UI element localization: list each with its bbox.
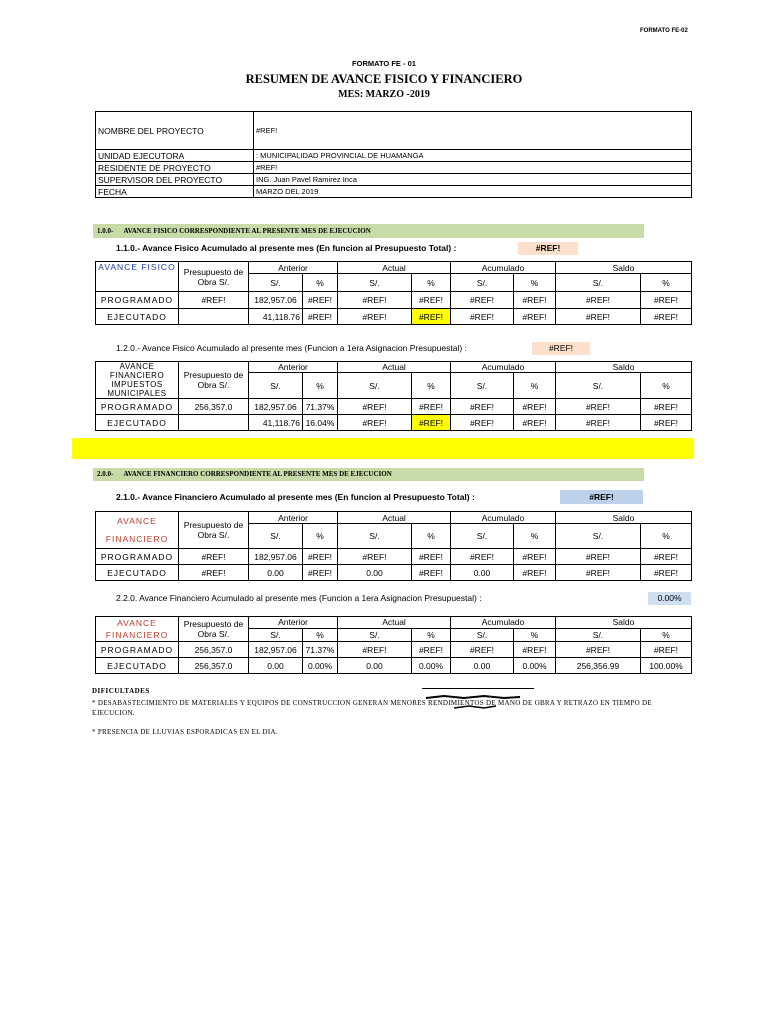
data-cell: #REF! bbox=[412, 292, 451, 309]
group-header-anterior: Anterior bbox=[249, 362, 338, 373]
data-cell: #REF! bbox=[514, 565, 556, 581]
data-cell: #REF! bbox=[556, 292, 641, 309]
data-cell: #REF! bbox=[451, 642, 514, 658]
subheader: S/. bbox=[556, 274, 641, 292]
presupuesto-header: Presupuesto de Obra S/. bbox=[179, 512, 249, 549]
group-header-acumulado: Acumulado bbox=[451, 617, 556, 629]
section1-sub2-value: #REF! bbox=[532, 342, 590, 355]
subheader: % bbox=[412, 524, 451, 549]
data-cell: 0.00 bbox=[338, 658, 412, 674]
data-cell: 71.37% bbox=[303, 642, 338, 658]
subheader: % bbox=[641, 373, 692, 399]
section2-title: 2.0.0- AVANCE FINANCIERO CORRESPONDIENTE AL PRESENTE MES DE EJECUCION bbox=[97, 470, 392, 478]
financiero-table-1 bbox=[95, 511, 692, 581]
group-header-anterior: Anterior bbox=[249, 512, 338, 524]
table-corner-label bbox=[96, 362, 179, 399]
data-cell: #REF! bbox=[303, 309, 338, 325]
info-label: FECHA bbox=[96, 186, 254, 198]
subheader: S/. bbox=[556, 373, 641, 399]
group-header-anterior: Anterior bbox=[249, 617, 338, 629]
data-cell: 0.00% bbox=[514, 658, 556, 674]
data-cell: #REF! bbox=[514, 292, 556, 309]
data-cell: 0.00 bbox=[451, 565, 514, 581]
data-cell: #REF! bbox=[641, 642, 692, 658]
table-row bbox=[96, 565, 692, 581]
data-cell: 0.00 bbox=[338, 565, 412, 581]
info-value: MARZO DEL 2019 bbox=[254, 186, 692, 198]
corner-bottom: FINANCIERO bbox=[105, 534, 169, 544]
subheader: % bbox=[412, 373, 451, 399]
data-cell: #REF! bbox=[412, 549, 451, 565]
subheader: S/. bbox=[556, 628, 641, 641]
group-header-saldo: Saldo bbox=[556, 617, 692, 629]
row-label: EJECUTADO bbox=[96, 309, 179, 325]
table-row bbox=[96, 658, 692, 674]
corner-text: AVANCE FINANCIERO IMPUESTOS MUNICIPALES bbox=[107, 362, 167, 398]
data-cell: #REF! bbox=[514, 415, 556, 431]
data-cell: 0.00% bbox=[303, 658, 338, 674]
subheader: % bbox=[514, 524, 556, 549]
data-cell: 41,118.76 bbox=[249, 309, 303, 325]
subheader: S/. bbox=[451, 524, 514, 549]
section1-title: 1.0.0- AVANCE FISICO CORRESPONDIENTE AL PRESENTE MES DE EJECUCION bbox=[97, 227, 371, 235]
data-cell: #REF! bbox=[451, 399, 514, 415]
section2-sub1-text: 2.1.0.- Avance Financiero Acumulado al presente mes (En funcion al Presupuesto Total) : bbox=[116, 492, 475, 502]
group-header-actual: Actual bbox=[338, 512, 451, 524]
data-cell: #REF! bbox=[641, 415, 692, 431]
subheader: S/. bbox=[249, 274, 303, 292]
info-value: : MUNICIPALIDAD PROVINCIAL DE HUAMANGA bbox=[254, 150, 692, 162]
info-row bbox=[96, 150, 692, 162]
info-label: SUPERVISOR DEL PROYECTO bbox=[96, 174, 254, 186]
info-label: UNIDAD EJECUTORA bbox=[96, 150, 254, 162]
table-corner-label: AVANCE FISICO bbox=[96, 262, 179, 292]
subheader: % bbox=[303, 373, 338, 399]
data-cell: #REF! bbox=[338, 642, 412, 658]
subheader: S/. bbox=[451, 373, 514, 399]
data-cell: 256,356.99 bbox=[556, 658, 641, 674]
data-cell: 182,957.06 bbox=[249, 549, 303, 565]
group-header-actual: Actual bbox=[338, 617, 451, 629]
data-cell: 0.00% bbox=[412, 658, 451, 674]
subheader: S/. bbox=[451, 274, 514, 292]
fisico-table-1 bbox=[95, 261, 692, 325]
group-header-actual: Actual bbox=[338, 362, 451, 373]
difficulty-item: * PRESENCIA DE LLUVIAS ESPORADICAS EN EL DIA. bbox=[92, 728, 278, 736]
subheader: S/. bbox=[249, 628, 303, 641]
data-cell: 71.37% bbox=[303, 399, 338, 415]
corner-format-label: FORMATO FE-02 bbox=[640, 28, 688, 34]
subheader: S/. bbox=[338, 628, 412, 641]
corner-top: AVANCE bbox=[117, 516, 157, 526]
presupuesto-cell: #REF! bbox=[179, 549, 249, 565]
subheader: S/. bbox=[338, 373, 412, 399]
group-header-actual: Actual bbox=[338, 262, 451, 274]
table-row bbox=[96, 642, 692, 658]
section2-sub2-text: 2.2.0. Avance Financiero Acumulado al presente mes (Funcion a 1era Asignacion Presupuestal) : bbox=[116, 593, 482, 603]
data-cell: #REF! bbox=[412, 399, 451, 415]
data-cell: 0.00 bbox=[249, 658, 303, 674]
subheader: % bbox=[641, 524, 692, 549]
info-label: RESIDENTE DE PROYECTO bbox=[96, 162, 254, 174]
data-cell: #REF! bbox=[412, 642, 451, 658]
data-cell: #REF! bbox=[451, 309, 514, 325]
presupuesto-cell: 256,357.0 bbox=[179, 658, 249, 674]
group-header-saldo: Saldo bbox=[556, 512, 692, 524]
data-cell: 0.00 bbox=[249, 565, 303, 581]
presupuesto-cell: #REF! bbox=[179, 565, 249, 581]
presupuesto-header: Presupuesto de Obra S/. bbox=[179, 262, 249, 292]
data-cell: #REF! bbox=[514, 399, 556, 415]
data-cell: #REF! bbox=[556, 309, 641, 325]
presupuesto-cell bbox=[179, 309, 249, 325]
presupuesto-cell: 256,357.0 bbox=[179, 399, 249, 415]
group-header-acumulado: Acumulado bbox=[451, 362, 556, 373]
info-row bbox=[96, 174, 692, 186]
data-cell: #REF! bbox=[641, 309, 692, 325]
subheader: % bbox=[303, 628, 338, 641]
data-cell: #REF! bbox=[556, 549, 641, 565]
info-row bbox=[96, 162, 692, 174]
subheader: % bbox=[303, 274, 338, 292]
format-code: FORMATO FE - 01 bbox=[352, 59, 416, 68]
signature-line bbox=[422, 688, 534, 689]
corner-bottom: FINANCIERO bbox=[105, 630, 169, 640]
subheader: % bbox=[514, 274, 556, 292]
data-cell: #REF! bbox=[338, 309, 412, 325]
table-row bbox=[96, 292, 692, 309]
data-cell: #REF! bbox=[556, 399, 641, 415]
presupuesto-cell: #REF! bbox=[179, 292, 249, 309]
table-row bbox=[96, 415, 692, 431]
data-cell-highlight: #REF! bbox=[412, 415, 451, 431]
subheader: S/. bbox=[451, 628, 514, 641]
data-cell: 182,957.06 bbox=[249, 399, 303, 415]
section2-sub1-value: #REF! bbox=[560, 490, 643, 504]
info-value: #REF! bbox=[254, 162, 692, 174]
data-cell: #REF! bbox=[556, 415, 641, 431]
row-label: EJECUTADO bbox=[96, 658, 179, 674]
row-label: EJECUTADO bbox=[96, 565, 179, 581]
presupuesto-header: Presupuesto de Obra S/. bbox=[179, 362, 249, 399]
subheader: S/. bbox=[338, 274, 412, 292]
data-cell: #REF! bbox=[556, 642, 641, 658]
data-cell: #REF! bbox=[338, 415, 412, 431]
table-corner-label bbox=[96, 512, 179, 549]
data-cell: 41,118.76 bbox=[249, 415, 303, 431]
data-cell: #REF! bbox=[303, 549, 338, 565]
table-row bbox=[96, 309, 692, 325]
group-header-saldo: Saldo bbox=[556, 362, 692, 373]
data-cell: #REF! bbox=[514, 642, 556, 658]
subheader: S/. bbox=[249, 524, 303, 549]
data-cell: #REF! bbox=[338, 549, 412, 565]
subheader: S/. bbox=[249, 373, 303, 399]
info-row bbox=[96, 112, 692, 150]
table-row bbox=[96, 549, 692, 565]
table-corner-label bbox=[96, 617, 179, 642]
data-cell: #REF! bbox=[412, 565, 451, 581]
difficulties-title: DIFICULTADES bbox=[92, 687, 150, 695]
fisico-table-2 bbox=[95, 361, 692, 431]
section1-sub1-text: 1.1.0.- Avance Fisico Acumulado al presente mes (En funcion al Presupuesto Total) : bbox=[116, 243, 457, 253]
data-cell: #REF! bbox=[451, 292, 514, 309]
page-month: MES: MARZO -2019 bbox=[338, 89, 430, 100]
info-row bbox=[96, 186, 692, 198]
data-cell: 182,957.06 bbox=[249, 292, 303, 309]
data-cell: #REF! bbox=[514, 549, 556, 565]
project-info-table bbox=[95, 111, 692, 198]
group-header-anterior: Anterior bbox=[249, 262, 338, 274]
page-title: RESUMEN DE AVANCE FISICO Y FINANCIERO bbox=[245, 72, 523, 86]
group-header-acumulado: Acumulado bbox=[451, 512, 556, 524]
data-cell: #REF! bbox=[303, 292, 338, 309]
difficulty-item: * DESABASTECIMIENTO DE MATERIALES Y EQUIPOS DE CONSTRUCCION GENERAN MENORES RENDIMIENTOS DE MANO DE OBRA Y RETRAZO EN TIEMPO DE EJECUCION. bbox=[92, 699, 652, 717]
corner-top: AVANCE bbox=[117, 618, 157, 628]
yellow-separator-band bbox=[72, 438, 694, 459]
subheader: % bbox=[641, 274, 692, 292]
data-cell: 0.00 bbox=[451, 658, 514, 674]
data-cell: 16.04% bbox=[303, 415, 338, 431]
presupuesto-header: Presupuesto de Obra S/. bbox=[179, 617, 249, 642]
section2-sub2-value: 0.00% bbox=[648, 592, 691, 605]
group-header-saldo: Saldo bbox=[556, 262, 692, 274]
table-row bbox=[96, 399, 692, 415]
financiero-table-2 bbox=[95, 616, 692, 674]
subheader: % bbox=[641, 628, 692, 641]
info-label: NOMBRE DEL PROYECTO bbox=[96, 112, 254, 150]
data-cell: #REF! bbox=[556, 565, 641, 581]
subheader: % bbox=[412, 274, 451, 292]
subheader: % bbox=[412, 628, 451, 641]
row-label: PROGRAMADO bbox=[96, 399, 179, 415]
data-cell: 100.00% bbox=[641, 658, 692, 674]
data-cell: #REF! bbox=[641, 565, 692, 581]
subheader: S/. bbox=[338, 524, 412, 549]
data-cell: #REF! bbox=[338, 399, 412, 415]
data-cell: 182,957.06 bbox=[249, 642, 303, 658]
subheader: S/. bbox=[556, 524, 641, 549]
subheader: % bbox=[303, 524, 338, 549]
data-cell: #REF! bbox=[338, 292, 412, 309]
section1-sub2-text: 1.2.0.- Avance Fisico Acumulado al presente mes (Funcion a 1era Asignacion Presupuestal) : bbox=[116, 343, 467, 353]
subheader: % bbox=[514, 628, 556, 641]
section1-sub1-value: #REF! bbox=[518, 242, 578, 255]
data-cell: #REF! bbox=[641, 549, 692, 565]
subheader: % bbox=[514, 373, 556, 399]
data-cell: #REF! bbox=[303, 565, 338, 581]
data-cell: #REF! bbox=[451, 549, 514, 565]
data-cell-highlight: #REF! bbox=[412, 309, 451, 325]
row-label: EJECUTADO bbox=[96, 415, 179, 431]
data-cell: #REF! bbox=[514, 309, 556, 325]
presupuesto-cell: 256,357.0 bbox=[179, 642, 249, 658]
data-cell: #REF! bbox=[641, 399, 692, 415]
group-header-acumulado: Acumulado bbox=[451, 262, 556, 274]
info-value: ING. Juan Pavel Ramirez Inca bbox=[254, 174, 692, 186]
data-cell: #REF! bbox=[451, 415, 514, 431]
info-value: #REF! bbox=[254, 112, 692, 150]
row-label: PROGRAMADO bbox=[96, 549, 179, 565]
row-label: PROGRAMADO bbox=[96, 292, 179, 309]
data-cell: #REF! bbox=[641, 292, 692, 309]
row-label: PROGRAMADO bbox=[96, 642, 179, 658]
presupuesto-cell bbox=[179, 415, 249, 431]
